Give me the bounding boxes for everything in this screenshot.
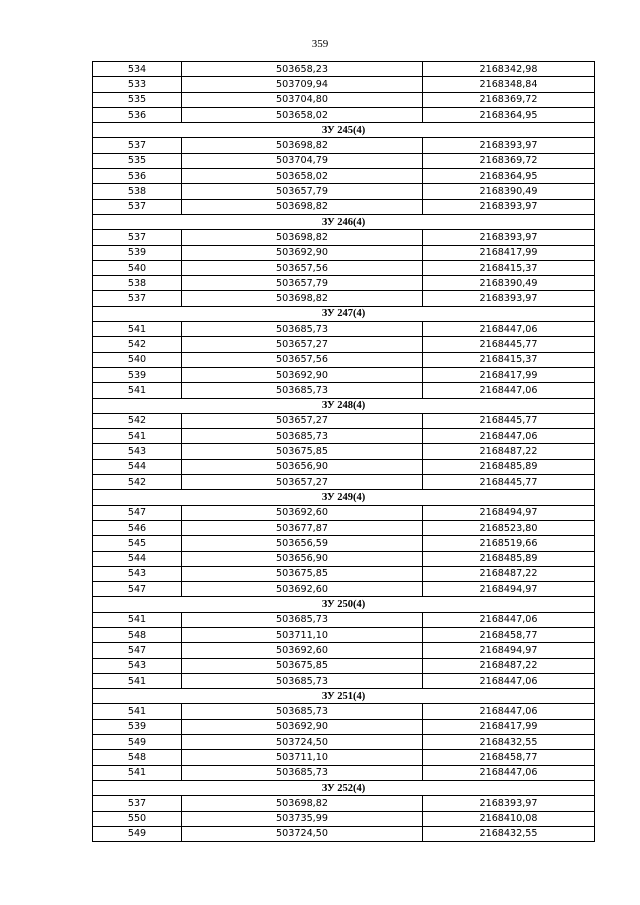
x-coordinate-cell: 503658,02 xyxy=(182,107,423,122)
y-coordinate-cell: 2168494,97 xyxy=(423,505,595,520)
x-coordinate-cell: 503657,56 xyxy=(182,260,423,275)
x-coordinate-cell: 503724,50 xyxy=(182,826,423,841)
point-number-cell: 541 xyxy=(93,673,182,688)
table-row xyxy=(93,459,595,474)
x-coordinate-cell: 503698,82 xyxy=(182,138,423,153)
table-row xyxy=(93,138,595,153)
x-coordinate-cell: 503711,10 xyxy=(182,750,423,765)
x-coordinate-cell: 503685,73 xyxy=(182,383,423,398)
y-coordinate-cell: 2168447,06 xyxy=(423,673,595,688)
point-number-cell: 541 xyxy=(93,429,182,444)
table-row xyxy=(93,260,595,275)
point-number-cell: 546 xyxy=(93,520,182,535)
point-number-cell: 539 xyxy=(93,719,182,734)
y-coordinate-cell: 2168393,97 xyxy=(423,138,595,153)
y-coordinate-cell: 2168390,49 xyxy=(423,276,595,291)
section-header-row xyxy=(93,490,595,505)
y-coordinate-cell: 2168458,77 xyxy=(423,627,595,642)
section-header-row xyxy=(93,306,595,321)
point-number-cell: 547 xyxy=(93,582,182,597)
point-number-cell: 547 xyxy=(93,643,182,658)
y-coordinate-cell: 2168447,06 xyxy=(423,322,595,337)
table-row xyxy=(93,612,595,627)
point-number-cell: 540 xyxy=(93,260,182,275)
point-number-cell: 536 xyxy=(93,107,182,122)
x-coordinate-cell: 503698,82 xyxy=(182,291,423,306)
x-coordinate-cell: 503656,59 xyxy=(182,536,423,551)
x-coordinate-cell: 503657,56 xyxy=(182,352,423,367)
point-number-cell: 541 xyxy=(93,383,182,398)
table-row xyxy=(93,367,595,382)
point-number-cell: 537 xyxy=(93,138,182,153)
x-coordinate-cell: 503692,90 xyxy=(182,367,423,382)
point-number-cell: 542 xyxy=(93,475,182,490)
point-number-cell: 541 xyxy=(93,765,182,780)
land-plot-title: ЗУ 251(4) xyxy=(93,689,595,704)
y-coordinate-cell: 2168445,77 xyxy=(423,475,595,490)
table-row xyxy=(93,291,595,306)
y-coordinate-cell: 2168417,99 xyxy=(423,719,595,734)
y-coordinate-cell: 2168393,97 xyxy=(423,230,595,245)
land-plot-title: ЗУ 252(4) xyxy=(93,780,595,795)
y-coordinate-cell: 2168445,77 xyxy=(423,337,595,352)
land-plot-title: ЗУ 249(4) xyxy=(93,490,595,505)
point-number-cell: 539 xyxy=(93,245,182,260)
section-header-row xyxy=(93,689,595,704)
x-coordinate-cell: 503658,23 xyxy=(182,62,423,77)
table-row xyxy=(93,750,595,765)
y-coordinate-cell: 2168364,95 xyxy=(423,169,595,184)
point-number-cell: 543 xyxy=(93,658,182,673)
section-header-row xyxy=(93,597,595,612)
table-row xyxy=(93,184,595,199)
table-row xyxy=(93,444,595,459)
land-plot-title: ЗУ 246(4) xyxy=(93,214,595,229)
x-coordinate-cell: 503675,85 xyxy=(182,444,423,459)
table-row xyxy=(93,153,595,168)
section-header-row xyxy=(93,123,595,138)
section-header-row xyxy=(93,780,595,795)
table-row xyxy=(93,735,595,750)
y-coordinate-cell: 2168415,37 xyxy=(423,260,595,275)
table-row xyxy=(93,627,595,642)
point-number-cell: 541 xyxy=(93,612,182,627)
y-coordinate-cell: 2168369,72 xyxy=(423,153,595,168)
point-number-cell: 537 xyxy=(93,230,182,245)
x-coordinate-cell: 503711,10 xyxy=(182,627,423,642)
x-coordinate-cell: 503685,73 xyxy=(182,704,423,719)
y-coordinate-cell: 2168494,97 xyxy=(423,643,595,658)
y-coordinate-cell: 2168393,97 xyxy=(423,291,595,306)
x-coordinate-cell: 503685,73 xyxy=(182,322,423,337)
land-plot-title: ЗУ 245(4) xyxy=(93,123,595,138)
table-row xyxy=(93,383,595,398)
table-row xyxy=(93,77,595,92)
land-plot-title: ЗУ 247(4) xyxy=(93,306,595,321)
y-coordinate-cell: 2168447,06 xyxy=(423,383,595,398)
x-coordinate-cell: 503685,73 xyxy=(182,673,423,688)
x-coordinate-cell: 503657,27 xyxy=(182,337,423,352)
point-number-cell: 543 xyxy=(93,444,182,459)
table-row xyxy=(93,643,595,658)
table-row xyxy=(93,551,595,566)
table-row xyxy=(93,199,595,214)
table-row xyxy=(93,429,595,444)
table-row xyxy=(93,413,595,428)
x-coordinate-cell: 503685,73 xyxy=(182,429,423,444)
x-coordinate-cell: 503698,82 xyxy=(182,796,423,811)
x-coordinate-cell: 503658,02 xyxy=(182,169,423,184)
point-number-cell: 543 xyxy=(93,566,182,581)
y-coordinate-cell: 2168348,84 xyxy=(423,77,595,92)
y-coordinate-cell: 2168447,06 xyxy=(423,429,595,444)
y-coordinate-cell: 2168369,72 xyxy=(423,92,595,107)
x-coordinate-cell: 503692,90 xyxy=(182,245,423,260)
table-row xyxy=(93,276,595,291)
point-number-cell: 545 xyxy=(93,536,182,551)
y-coordinate-cell: 2168417,99 xyxy=(423,367,595,382)
x-coordinate-cell: 503657,79 xyxy=(182,276,423,291)
y-coordinate-cell: 2168432,55 xyxy=(423,826,595,841)
land-plot-title: ЗУ 250(4) xyxy=(93,597,595,612)
y-coordinate-cell: 2168519,66 xyxy=(423,536,595,551)
y-coordinate-cell: 2168447,06 xyxy=(423,612,595,627)
x-coordinate-cell: 503698,82 xyxy=(182,230,423,245)
point-number-cell: 541 xyxy=(93,322,182,337)
y-coordinate-cell: 2168410,08 xyxy=(423,811,595,826)
point-number-cell: 537 xyxy=(93,199,182,214)
point-number-cell: 542 xyxy=(93,337,182,352)
table-row xyxy=(93,352,595,367)
point-number-cell: 550 xyxy=(93,811,182,826)
y-coordinate-cell: 2168523,80 xyxy=(423,520,595,535)
x-coordinate-cell: 503657,27 xyxy=(182,475,423,490)
table-row xyxy=(93,796,595,811)
table-row xyxy=(93,92,595,107)
land-plot-title: ЗУ 248(4) xyxy=(93,398,595,413)
page-number: 359 xyxy=(311,38,329,50)
point-number-cell: 539 xyxy=(93,367,182,382)
table-row xyxy=(93,536,595,551)
table-row xyxy=(93,566,595,581)
table-row xyxy=(93,475,595,490)
y-coordinate-cell: 2168458,77 xyxy=(423,750,595,765)
y-coordinate-cell: 2168487,22 xyxy=(423,444,595,459)
point-number-cell: 549 xyxy=(93,826,182,841)
section-header-row xyxy=(93,214,595,229)
table-row xyxy=(93,811,595,826)
x-coordinate-cell: 503692,60 xyxy=(182,643,423,658)
x-coordinate-cell: 503724,50 xyxy=(182,735,423,750)
point-number-cell: 544 xyxy=(93,551,182,566)
table-row xyxy=(93,337,595,352)
x-coordinate-cell: 503656,90 xyxy=(182,459,423,474)
point-number-cell: 549 xyxy=(93,735,182,750)
table-row xyxy=(93,826,595,841)
y-coordinate-cell: 2168487,22 xyxy=(423,566,595,581)
table-row xyxy=(93,505,595,520)
table-row xyxy=(93,719,595,734)
x-coordinate-cell: 503656,90 xyxy=(182,551,423,566)
x-coordinate-cell: 503709,94 xyxy=(182,77,423,92)
point-number-cell: 541 xyxy=(93,704,182,719)
y-coordinate-cell: 2168390,49 xyxy=(423,184,595,199)
coordinates-table xyxy=(92,61,595,842)
x-coordinate-cell: 503675,85 xyxy=(182,658,423,673)
x-coordinate-cell: 503675,85 xyxy=(182,566,423,581)
y-coordinate-cell: 2168494,97 xyxy=(423,582,595,597)
table-row xyxy=(93,230,595,245)
section-header-row xyxy=(93,398,595,413)
y-coordinate-cell: 2168447,06 xyxy=(423,704,595,719)
y-coordinate-cell: 2168393,97 xyxy=(423,199,595,214)
table-row xyxy=(93,658,595,673)
x-coordinate-cell: 503704,80 xyxy=(182,92,423,107)
point-number-cell: 548 xyxy=(93,750,182,765)
y-coordinate-cell: 2168417,99 xyxy=(423,245,595,260)
y-coordinate-cell: 2168445,77 xyxy=(423,413,595,428)
x-coordinate-cell: 503677,87 xyxy=(182,520,423,535)
y-coordinate-cell: 2168415,37 xyxy=(423,352,595,367)
x-coordinate-cell: 503692,90 xyxy=(182,719,423,734)
point-number-cell: 534 xyxy=(93,62,182,77)
point-number-cell: 536 xyxy=(93,169,182,184)
table-row xyxy=(93,107,595,122)
point-number-cell: 548 xyxy=(93,627,182,642)
point-number-cell: 547 xyxy=(93,505,182,520)
point-number-cell: 538 xyxy=(93,276,182,291)
y-coordinate-cell: 2168364,95 xyxy=(423,107,595,122)
y-coordinate-cell: 2168485,89 xyxy=(423,551,595,566)
point-number-cell: 538 xyxy=(93,184,182,199)
y-coordinate-cell: 2168447,06 xyxy=(423,765,595,780)
x-coordinate-cell: 503704,79 xyxy=(182,153,423,168)
table-row xyxy=(93,322,595,337)
table-row xyxy=(93,704,595,719)
point-number-cell: 535 xyxy=(93,153,182,168)
point-number-cell: 533 xyxy=(93,77,182,92)
table-row xyxy=(93,245,595,260)
x-coordinate-cell: 503735,99 xyxy=(182,811,423,826)
point-number-cell: 535 xyxy=(93,92,182,107)
point-number-cell: 544 xyxy=(93,459,182,474)
y-coordinate-cell: 2168485,89 xyxy=(423,459,595,474)
x-coordinate-cell: 503657,79 xyxy=(182,184,423,199)
table-row xyxy=(93,62,595,77)
y-coordinate-cell: 2168342,98 xyxy=(423,62,595,77)
x-coordinate-cell: 503657,27 xyxy=(182,413,423,428)
x-coordinate-cell: 503685,73 xyxy=(182,765,423,780)
table-row xyxy=(93,673,595,688)
table-row xyxy=(93,765,595,780)
point-number-cell: 537 xyxy=(93,796,182,811)
coordinates-table-body xyxy=(93,62,595,842)
x-coordinate-cell: 503692,60 xyxy=(182,505,423,520)
y-coordinate-cell: 2168432,55 xyxy=(423,735,595,750)
table-row xyxy=(93,520,595,535)
x-coordinate-cell: 503698,82 xyxy=(182,199,423,214)
table-row xyxy=(93,582,595,597)
point-number-cell: 540 xyxy=(93,352,182,367)
point-number-cell: 537 xyxy=(93,291,182,306)
point-number-cell: 542 xyxy=(93,413,182,428)
table-row xyxy=(93,169,595,184)
x-coordinate-cell: 503685,73 xyxy=(182,612,423,627)
x-coordinate-cell: 503692,60 xyxy=(182,582,423,597)
y-coordinate-cell: 2168393,97 xyxy=(423,796,595,811)
y-coordinate-cell: 2168487,22 xyxy=(423,658,595,673)
